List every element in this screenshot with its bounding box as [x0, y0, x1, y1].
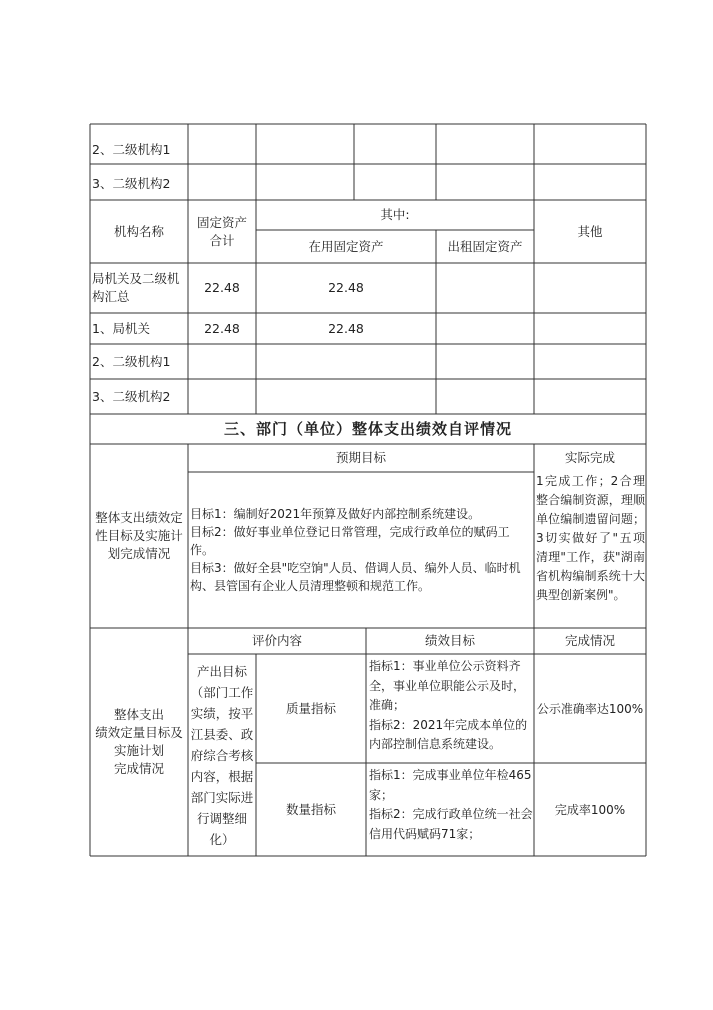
row-total-summary: 22.48: [204, 280, 240, 295]
expected-goals-text: 目标1：编制好2021年预算及做好内部控制系统建设。 目标2：做好事业单位登记日常管理，完成行政单位的赋码工作。 目标3：做好全县"吃空饷"人员、借调人员、编外人员、临时机构、县管国有企业人员清理整顿和规范工作。: [190, 507, 521, 593]
header-in-use: 在用固定资产: [308, 238, 384, 254]
actual-completion-text: 1完成工作；2合理整合编制资源，理顺单位编制遗留问题；3切实做好了"五项清理"工作，获"湖南省机构编制系统十大典型创新案例"。: [536, 474, 645, 602]
row-in-use-bureau: 22.48: [328, 320, 364, 336]
row-name-summary: 局机关及二级机 构汇总: [92, 271, 180, 304]
quality-target: 指标1：事业单位公示资料齐全，事业单位职能公示及时，准确； 指标2：2021年完成本单位的内部控制信息系统建设。: [369, 659, 528, 751]
output-goal-label: 产出目标 （部门工作 实绩，按平 江县委、政 府综合考核 内容，根据 部门实际进 行调整细 化）: [190, 663, 254, 847]
row-name-sub-org-1: 2、二级机构1: [92, 353, 171, 369]
row-total-bureau: 22.48: [204, 320, 240, 336]
row-in-use-summary: 22.48: [328, 280, 364, 295]
quantity-target: 指标1：完成事业单位年检465家； 指标2：完成行政单位统一社会信用代码赋码71家；: [369, 768, 533, 841]
completion-header: 完成情况: [564, 633, 615, 648]
quantity-result: 完成率100%: [554, 802, 626, 817]
header-rented-out: 出租固定资产: [447, 238, 523, 254]
row-name-bureau: 1、局机关: [92, 320, 150, 336]
header-of-which: 其中:: [380, 207, 410, 222]
perf-goal-header: 绩效目标: [424, 633, 475, 648]
actual-completion-header: 实际完成: [564, 450, 615, 465]
header-other: 其他: [577, 223, 603, 239]
row-name-sub-org-2: 3、二级机构2: [92, 388, 171, 404]
quality-result: 公示准确率达100%: [536, 701, 644, 716]
row-label-sub-org-2: 3、二级机构2: [92, 176, 171, 191]
quality-indicator: 质量指标: [285, 700, 336, 716]
quantitative-label: 整体支出 绩效定量目标及 实施计划 完成情况: [95, 707, 183, 776]
quantity-indicator: 数量指标: [285, 801, 336, 817]
header-fixed-assets-total: 固定资产 合计: [196, 214, 247, 248]
header-org-name: 机构名称: [113, 223, 164, 239]
section-title: 三、部门（单位）整体支出绩效自评情况: [223, 420, 512, 438]
expected-goals-header: 预期目标: [335, 450, 386, 465]
qualitative-label: 整体支出绩效定 性目标及实施计 划完成情况: [95, 510, 183, 561]
row-label-sub-org-1: 2、二级机构1: [92, 142, 171, 157]
eval-content-header: 评价内容: [251, 633, 302, 648]
